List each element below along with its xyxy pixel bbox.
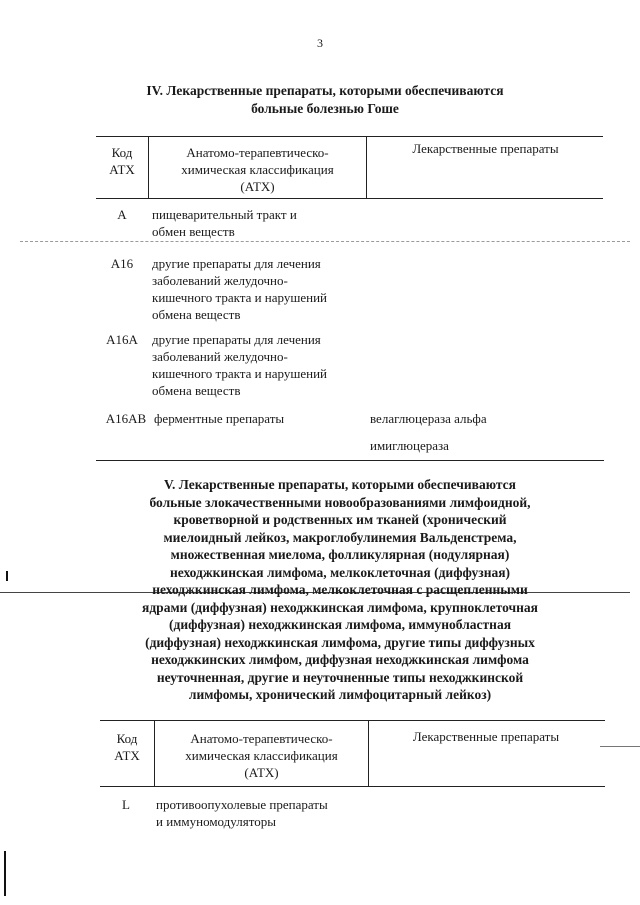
table-column-divider [368, 720, 369, 786]
table-column-divider [366, 136, 367, 198]
scan-artifact-line [600, 746, 640, 747]
table-header-bottom-border [96, 198, 603, 199]
row-description [152, 255, 367, 323]
row-description [152, 331, 367, 399]
section-5-title-line: неуточненная, другие и неуточненные типы неходжкинской [156, 669, 524, 685]
table-top-border [96, 136, 603, 137]
page-number: 3 [317, 36, 323, 50]
section-5-title-line: (диффузная) неходжкинская лимфома, другие типы диффузных [145, 634, 535, 650]
table-column-divider [154, 720, 155, 786]
section-5-title-line: множественная миелома, фолликулярная (нодулярная) [170, 547, 510, 562]
row-description-line: другие препараты для лечения [152, 332, 321, 347]
header-code [100, 730, 154, 764]
row-description-line: противоопухолевые препараты [156, 797, 328, 812]
row-code: А16АВ [105, 411, 147, 426]
header-code-line: Код [111, 145, 133, 160]
header-classification-line: химическая классификация [185, 748, 338, 763]
scan-artifact-line [20, 241, 630, 242]
section-5-title-line: неходжкинская лимфома, мелкоклеточная с расщепленными [152, 582, 528, 597]
header-classification-line: (АТХ) [244, 765, 279, 780]
section-5-title-line: кроветворной и родственных им тканей (хронический [173, 512, 507, 527]
drug-name: велаглюцераза альфа [370, 411, 487, 426]
header-drugs: Лекарственные препараты [412, 729, 560, 744]
table-column-divider [148, 136, 149, 198]
row-description-line: заболеваний желудочно- [152, 349, 288, 364]
section-5-title-line: неходжкинских лимфом, диффузная неходжкинская лимфома [151, 652, 529, 667]
header-classification [150, 144, 365, 195]
section-5-title-line: больные злокачественными новообразованиями лимфоидной, [149, 494, 531, 510]
row-code: А16 [110, 256, 134, 271]
row-description [152, 206, 367, 240]
section-5-title-line: миелоидный лейкоз, макроглобулинемия Вальденстрема, [163, 529, 517, 545]
row-code: L [122, 797, 130, 812]
section-4-title [95, 82, 555, 117]
row-description-line: обмена веществ [152, 383, 241, 398]
scan-edge-mark [6, 571, 8, 581]
header-classification [156, 730, 367, 781]
row-description-line: обмена веществ [152, 307, 241, 322]
section-5-title-line: V. Лекарственные препараты, которыми обеспечиваются [164, 477, 516, 492]
table-header-bottom-border [100, 786, 605, 787]
row-description-line: обмен веществ [152, 224, 235, 239]
row-description-line: пищеварительный тракт и [152, 207, 297, 222]
row-code: А [117, 207, 127, 222]
header-code-line: АТХ [114, 748, 140, 763]
section-5-title [110, 476, 570, 704]
table-bottom-border [96, 460, 604, 461]
section-5-title-line: ядрами (диффузная) неходжкинская лимфома, крупноклеточная [142, 599, 538, 615]
table-top-border [100, 720, 605, 721]
header-code [96, 144, 148, 178]
section-5-title-line: лимфомы, хронический лимфоцитарный лейкоз) [188, 687, 492, 702]
row-description [156, 796, 371, 830]
section-4-title-line: IV. Лекарственные препараты, которыми обеспечиваются [146, 83, 504, 98]
row-description-line: кишечного тракта и нарушений [152, 366, 328, 381]
section-4-title-line: больные болезнью Гоше [251, 100, 399, 116]
row-code: А16А [106, 332, 138, 347]
section-5-title-line: (диффузная) неходжкинская лимфома, иммунобластная [169, 617, 511, 632]
scan-edge-mark [4, 851, 6, 896]
header-drugs: Лекарственные препараты [412, 141, 559, 156]
row-description: ферментные препараты [154, 411, 285, 426]
header-code-line: АТХ [109, 162, 135, 177]
header-classification-line: (АТХ) [240, 179, 275, 194]
drug-name: имиглюцераза [370, 438, 449, 453]
header-classification-line: химическая классификация [181, 162, 334, 177]
row-description-line: и иммуномодуляторы [156, 814, 276, 829]
header-classification-line: Анатомо-терапевтическо- [186, 145, 329, 160]
row-description-line: другие препараты для лечения [152, 256, 321, 271]
row-description-line: кишечного тракта и нарушений [152, 290, 328, 305]
section-5-title-line: неходжкинская лимфома, мелкоклеточная (диффузная) [169, 564, 511, 580]
row-description-line: заболеваний желудочно- [152, 273, 288, 288]
header-classification-line: Анатомо-терапевтическо- [190, 731, 333, 746]
header-code-line: Код [116, 731, 138, 746]
